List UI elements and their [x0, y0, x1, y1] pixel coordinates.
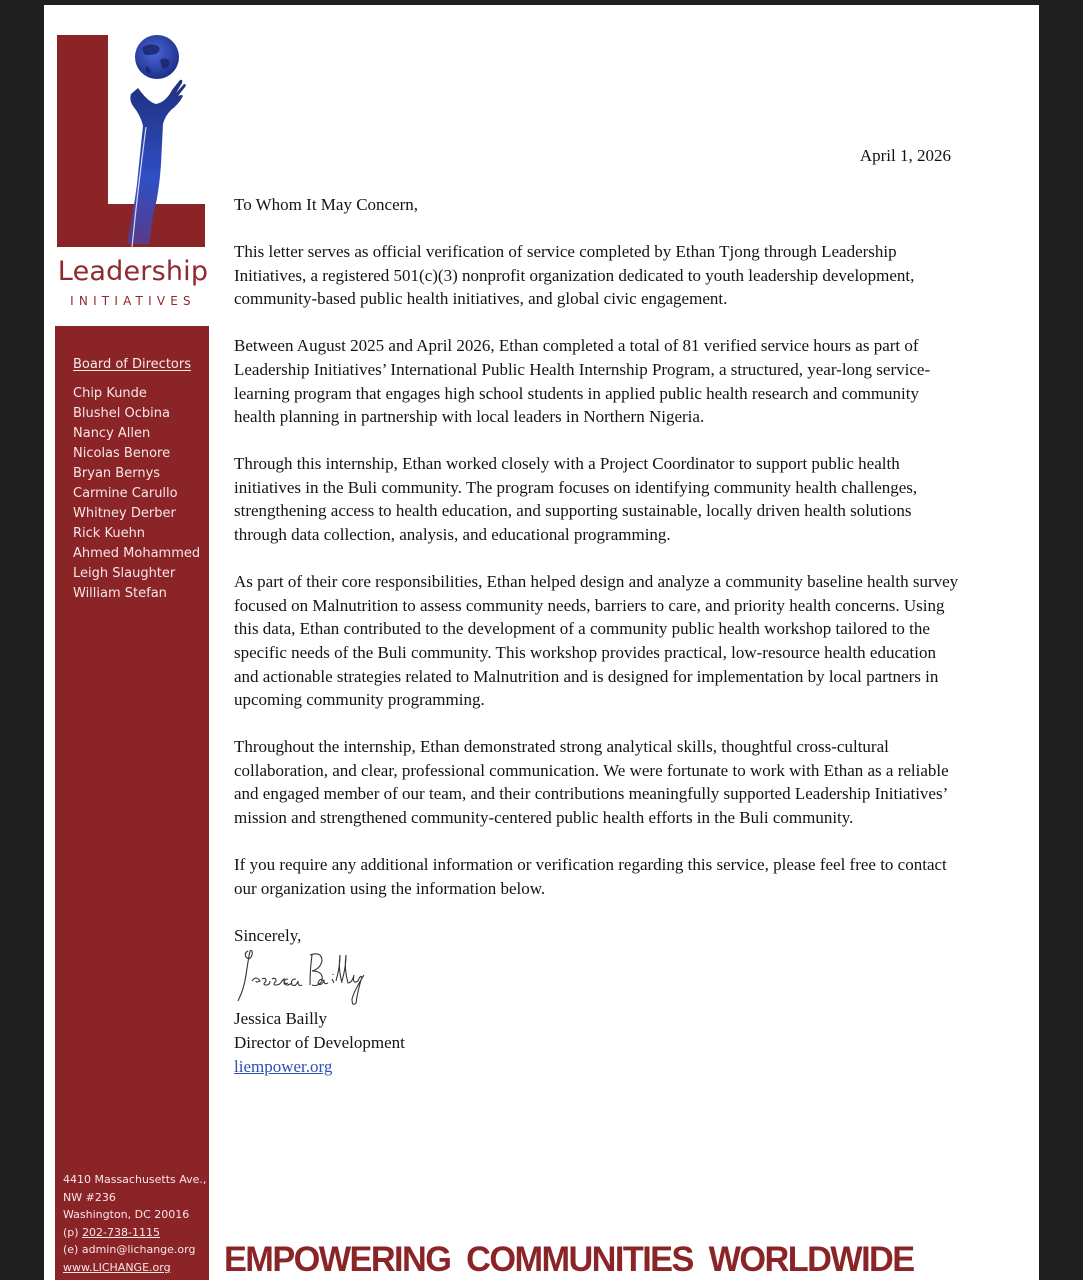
leadership-initiatives-logo — [56, 30, 210, 250]
logo-letter-l — [57, 35, 205, 247]
logo-wordmark: Leadership — [57, 256, 209, 287]
paragraph: Between August 2025 and April 2026, Ethan completed a total of 81 verified service hours as part of Leadership Initiatives’ International Public Health Internship Program, a structured, year-long service-learning program that engages high school students in applied public health research and community health planning in partnership with local leaders in Northern Nigeria. — [234, 336, 931, 427]
board-member: Chip Kunde — [73, 386, 147, 401]
footer-tagline: EMPOWERING COMMUNITIES WORLDWIDE — [224, 1240, 914, 1279]
globe-icon — [135, 35, 179, 79]
address-line: NW #236 — [63, 1190, 116, 1204]
phone-prefix: (p) — [63, 1225, 83, 1239]
board-member: Nicolas Benore — [73, 446, 171, 461]
paragraph: If you require any additional information or verification regarding this service, please feel free to contact our organization using the information below. — [234, 855, 947, 898]
paragraph: Throughout the internship, Ethan demonstrated strong analytical skills, thoughtful cross-cultural collaboration, and clear, professional communication. We were fortunate to work with Ethan as a reliable and engaged member of our team, and their contributions meaningfully supported Leadership Initiatives’ mission and strengthened community-centered public health efforts in the Buli community. — [234, 737, 949, 827]
paragraph: This letter serves as official verification of service completed by Ethan Tjong through Leadership Initiatives, a registered 501(c)(3) nonprofit organization dedicated to youth leadership development, community-based public health initiatives, and global civic engagement. — [234, 242, 915, 309]
website-link[interactable]: www.LICHANGE.org — [63, 1260, 171, 1274]
board-member: Blushel Ocbina — [73, 406, 170, 421]
board-member: Leigh Slaughter — [73, 566, 176, 581]
signature-block — [234, 924, 964, 1078]
board-member: Whitney Derber — [73, 506, 176, 521]
handwritten-signature — [230, 941, 370, 1011]
greeting: To Whom It May Concern, — [234, 195, 419, 214]
board-member: Rick Kuehn — [73, 526, 146, 541]
sidebar — [55, 326, 209, 1280]
board-members-list — [73, 384, 200, 604]
paragraph: Through this internship, Ethan worked closely with a Project Coordinator to support public health initiatives in the Buli community. The program focuses on identifying community health challenges, strengthening access to health education, and supporting sustainable, locally driven health solutions through data collection, analysis, and educational programming. — [234, 454, 918, 545]
board-of-directors-heading: Board of Directors — [73, 357, 191, 372]
closing: Sincerely, — [234, 925, 302, 945]
board-member: William Stefan — [73, 586, 167, 601]
phone-row — [63, 1224, 206, 1242]
paragraph: As part of their core responsibilities, Ethan helped design and analyze a community baseline health survey focused on Malnutrition to assess community needs, barriers to care, and priority health concerns. Using this data, Ethan contributed to the development of a community public health workshop tailored to the specific needs of the Buli community. This workshop provides practical, low-resource health education and actionable strategies related to Malnutrition and is designed for implementation by local partners in upcoming community programming. — [234, 572, 959, 710]
address-line: 4410 Massachusetts Ave., — [63, 1173, 207, 1186]
contact-info — [63, 1171, 206, 1277]
email-text: admin@lichange.org — [81, 1243, 196, 1257]
board-member: Ahmed Mohammed — [73, 546, 201, 561]
letter-body — [234, 193, 964, 1078]
board-member: Nancy Allen — [73, 426, 151, 441]
signer-name: Jessica Bailly — [234, 1009, 328, 1029]
logo-subtitle: INITIATIVES — [70, 294, 196, 308]
board-member: Carmine Carullo — [73, 486, 178, 501]
letter-date: April 1, 2026 — [859, 146, 951, 165]
phone-link[interactable]: 202-738-1115 — [82, 1225, 160, 1239]
signer-title: Director of Development — [234, 1032, 405, 1052]
signer-website-link[interactable]: liempower.org — [234, 1056, 333, 1076]
email-prefix: (e) — [63, 1243, 82, 1257]
address-line: Washington, DC 20016 — [63, 1208, 190, 1222]
board-member: Bryan Bernys — [73, 466, 161, 481]
email-row — [63, 1241, 206, 1259]
